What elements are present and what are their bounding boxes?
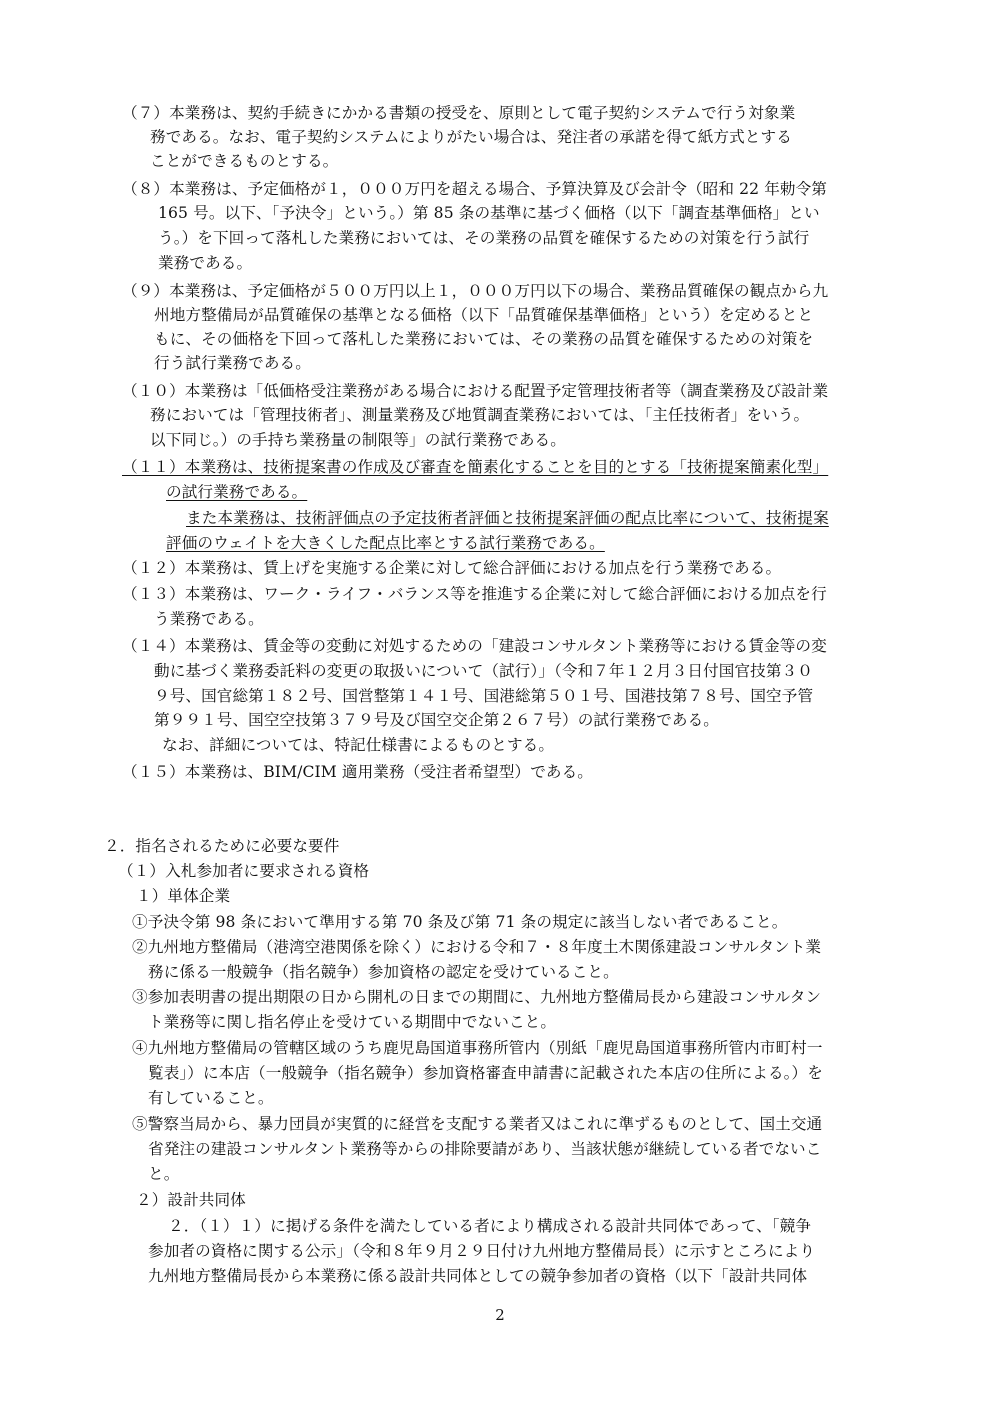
text-line: 行う試行業務である。: [154, 354, 311, 372]
text-line: （１３）本業務は、ワーク・ライフ・バランス等を推進する企業に対して総合評価における加点を行: [122, 585, 827, 603]
text-line: う業務である。: [154, 610, 264, 628]
text-line: の試行業務である。: [166, 483, 308, 501]
text-line: なお、詳細については、特記仕様書によるものとする。: [162, 736, 555, 754]
text-line: （９）本業務は、予定価格が５００万円以上１，０００万円以下の場合、業務品質確保の観点から九: [122, 282, 829, 300]
text-line: （１０）本業務は「低価格受注業務がある場合における配置予定管理技術者等（調査業務及び設計業: [122, 382, 829, 400]
text-line: （１２）本業務は、賃上げを実施する企業に対して総合評価における加点を行う業務である。: [122, 559, 782, 577]
text-line: ⑤警察当局から、暴力団員が実質的に経営を支配する業者又はこれに準ずるものとして、国土交通: [132, 1115, 823, 1133]
text-line: う。）を下回って落札した業務においては、その業務の品質を確保するための対策を行う試行: [158, 229, 810, 247]
text-line: また本業務は、技術評価点の予定技術者評価と技術提案評価の配点比率について、技術提案: [186, 509, 829, 527]
text-line: もに、その価格を下回って落札した業務においては、その業務の品質を確保するための対策を: [154, 330, 814, 348]
text-line: ２）設計共同体: [136, 1191, 246, 1209]
text-line: ③参加表明書の提出期限の日から開札の日までの期間に、九州地方整備局長から建設コンサルタン: [132, 988, 822, 1006]
text-line: （１１）本業務は、技術提案書の作成及び審査を簡素化することを目的とする「技術提案簡素化型」: [122, 458, 829, 476]
text-line: 第９９１号、国空空技第３７９号及び国空交企第２６７号）の試行業務である。: [154, 711, 719, 729]
text-line: ９号、国官総第１８２号、国営整第１４１号、国港総第５０１号、国港技第７８号、国空予管: [154, 687, 814, 705]
text-line: ことができるものとする。: [150, 152, 339, 170]
text-line: （１４）本業務は、賃金等の変動に対処するための「建設コンサルタント業務等における賃金等の変: [122, 637, 827, 655]
text-line: （１５）本業務は、BIM/CIM 適用業務（受注者希望型）である。: [122, 763, 593, 781]
text-line: 業務である。: [158, 254, 253, 272]
text-line: 以下同じ。）の手持ち業務量の制限等」の試行業務である。: [150, 431, 566, 449]
text-line: と。: [148, 1165, 180, 1183]
page-number: 2: [495, 1306, 505, 1324]
text-line: 覧表」）に本店（一般競争（指名競争）参加資格審査申請書に記載された本店の住所による。）を: [148, 1064, 823, 1082]
text-line: 務である。なお、電子契約システムによりがたい場合は、発注者の承諾を得て紙方式とする: [150, 128, 792, 146]
text-line: 動に基づく業務委託料の変更の取扱いについて（試行）」（令和７年１２月３日付国官技第３０: [154, 662, 813, 680]
text-line: 九州地方整備局長から本業務に係る設計共同体としての競争参加者の資格（以下「設計共同体: [148, 1267, 808, 1285]
text-line: 評価のウェイトを大きくした配点比率とする試行業務である。: [166, 534, 605, 552]
text-line: 務に係る一般競争（指名競争）参加資格の認定を受けていること。: [148, 963, 619, 981]
text-line: 参加者の資格に関する公示」（令和８年９月２９日付け九州地方整備局長）に示すところにより: [148, 1242, 816, 1260]
text-line: 有していること。: [148, 1089, 274, 1107]
text-line: （７）本業務は、契約手続きにかかる書類の授受を、原則として電子契約システムで行う対象業: [122, 104, 796, 122]
text-line: ト業務等に関し指名停止を受けている期間中でないこと。: [148, 1013, 557, 1031]
text-line: ２．（１）１）に掲げる条件を満たしている者により構成される設計共同体であって、「競争: [168, 1217, 812, 1235]
text-line: 務においては「管理技術者」、測量業務及び地質調査業務においては、「主任技術者」をいう。: [150, 406, 810, 424]
text-line: （８）本業務は、予定価格が１，０００万円を超える場合、予算決算及び会計令（昭和 22 年勅令第: [122, 180, 827, 198]
text-line: 省発注の建設コンサルタント業務等からの排除要請があり、当該状態が継続している者でないこ: [148, 1140, 822, 1158]
text-line: 州地方整備局が品質確保の基準となる価格（以下「品質確保基準価格」という）を定めるとと: [154, 306, 814, 324]
text-line: ④九州地方整備局の管轄区域のうち鹿児島国道事務所管内（別紙「鹿児島国道事務所管内市町村一: [132, 1039, 823, 1057]
text-line: 165 号。以下、「予決令」という。）第 85 条の基準に基づく価格（以下「調査基準価格」とい: [158, 204, 820, 222]
text-line: ②九州地方整備局（港湾空港関係を除く）における令和７・８年度土木関係建設コンサルタント業: [132, 938, 822, 956]
text-line: （１）入札参加者に要求される資格: [118, 862, 370, 880]
text-line: ２．指名されるために必要な要件: [104, 837, 340, 855]
text-line: １）単体企業: [136, 887, 231, 905]
text-line: ①予決令第 98 条において準用する第 70 条及び第 71 条の規定に該当しない者であること。: [132, 913, 788, 931]
